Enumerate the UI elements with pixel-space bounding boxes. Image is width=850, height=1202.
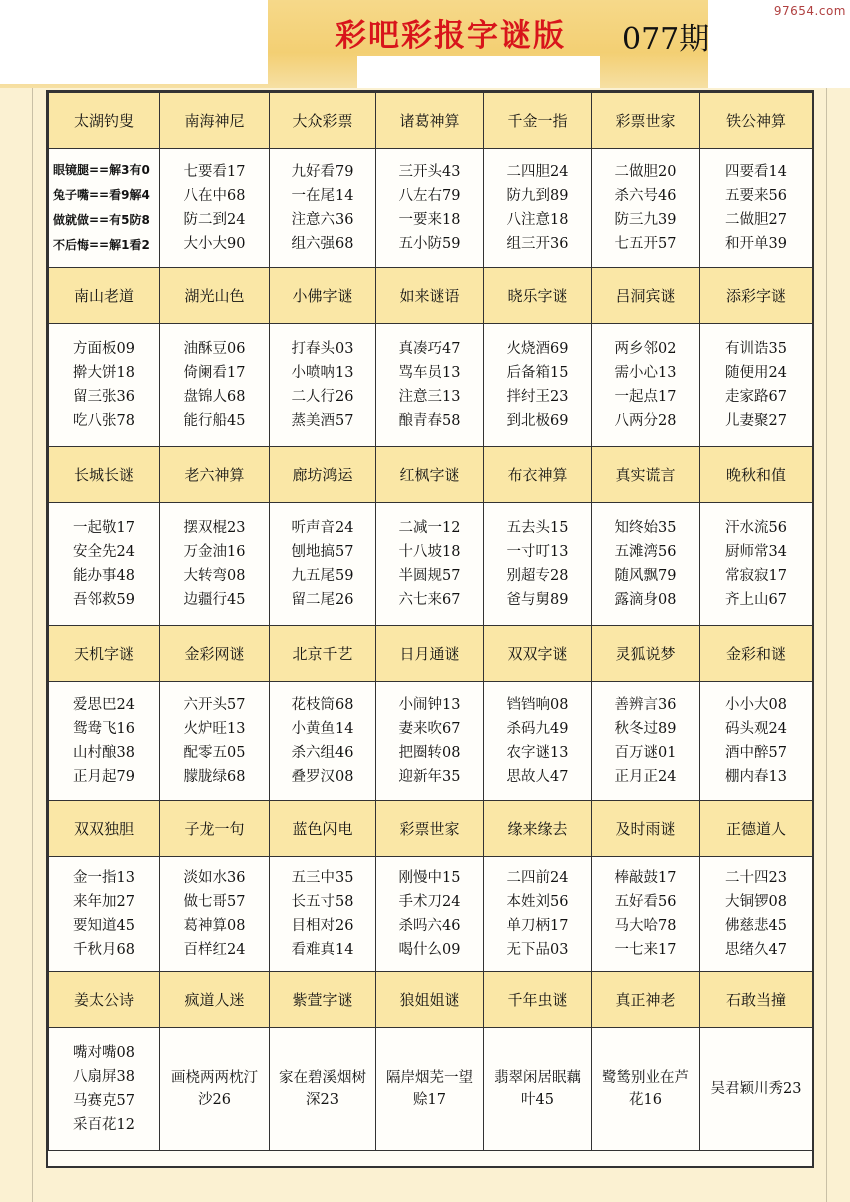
riddle-line: 把圈转08 (398, 745, 461, 761)
riddle-line: 七五开57 (614, 236, 677, 252)
riddle-line: 翡翠闲居眠藕叶45 (494, 1070, 581, 1108)
issue-number: 077期 (622, 22, 710, 57)
riddle-line: 采百花12 (73, 1117, 135, 1133)
page-edge-right (826, 88, 827, 1202)
column-author: 小佛字谜 (270, 268, 376, 324)
riddle-line: 倚阑看17 (183, 365, 246, 381)
riddle-cell (160, 857, 270, 972)
riddle-line: 码头观24 (725, 721, 787, 737)
riddle-cell (270, 503, 376, 626)
riddle-cell (700, 324, 813, 447)
riddle-line: 拌纣王23 (506, 389, 569, 405)
riddle-line: 能办事48 (73, 568, 135, 584)
column-author: 大众彩票 (270, 93, 376, 149)
column-author: 如来谜语 (376, 268, 484, 324)
riddle-line: 妻来吹67 (398, 721, 461, 737)
riddle-line: 盘锦人68 (183, 389, 246, 405)
column-author: 廊坊鸿运 (270, 447, 376, 503)
riddle-line: 擀大饼18 (73, 365, 135, 381)
blank-panel-left (0, 0, 268, 84)
column-author: 真正神老 (592, 972, 700, 1028)
column-author: 千金一指 (484, 93, 592, 149)
riddle-row (49, 149, 813, 268)
riddle-line: 到北极69 (506, 413, 569, 429)
riddle-line: 八左右79 (398, 188, 461, 204)
riddle-line: 隔岸烟芜一望赊17 (386, 1070, 473, 1108)
riddle-line: 随风飘79 (614, 568, 677, 584)
riddle-line: 农字谜13 (506, 745, 569, 761)
riddle-cell (270, 1028, 376, 1151)
column-author: 姜太公诗 (49, 972, 160, 1028)
riddle-line: 一起点17 (614, 389, 677, 405)
riddle-line: 思故人47 (506, 769, 569, 785)
riddle-line: 大小大90 (183, 236, 246, 252)
riddle-line: 半圆规57 (398, 568, 461, 584)
riddle-line: 方面板09 (73, 341, 135, 357)
riddle-line: 蒸美酒57 (291, 413, 354, 429)
riddle-line: 留二尾26 (291, 592, 354, 608)
header-row (49, 447, 813, 503)
riddle-cell (49, 324, 160, 447)
column-author: 金彩和谜 (700, 626, 813, 682)
column-author: 老六神算 (160, 447, 270, 503)
column-author: 日月通谜 (376, 626, 484, 682)
riddle-line: 小黄鱼14 (291, 721, 354, 737)
column-author: 南海神尼 (160, 93, 270, 149)
riddle-row (49, 1028, 813, 1151)
riddle-line: 爱思巴24 (73, 697, 135, 713)
riddle-line: 本姓刘56 (506, 894, 569, 910)
column-author: 添彩字谜 (700, 268, 813, 324)
riddle-line: 随便用24 (725, 365, 787, 381)
column-author: 南山老道 (49, 268, 160, 324)
riddle-cell (484, 503, 592, 626)
riddle-line: 六七来67 (398, 592, 461, 608)
riddle-line: 喝什么09 (398, 942, 461, 958)
column-author: 石敢当撞 (700, 972, 813, 1028)
column-author: 灵狐说梦 (592, 626, 700, 682)
riddle-line: 千秋月68 (73, 942, 135, 958)
riddle-cell (592, 1028, 700, 1151)
riddle-line: 杀六组46 (291, 745, 354, 761)
column-author: 狼姐姐谜 (376, 972, 484, 1028)
riddle-line: 一起敬17 (73, 520, 135, 536)
riddle-line: 朦胧绿68 (183, 769, 246, 785)
riddle-table (48, 92, 813, 1151)
riddle-line: 二人行26 (291, 389, 354, 405)
riddle-line: 一要来18 (398, 212, 461, 228)
riddle-line: 边疆行45 (183, 592, 246, 608)
riddle-line: 一在尾14 (291, 188, 354, 204)
riddle-line: 五小防59 (398, 236, 461, 252)
riddle-line: 组三开36 (506, 236, 569, 252)
riddle-line: 眼镜腿==解3有0 (53, 163, 150, 177)
riddle-cell (270, 324, 376, 447)
riddle-line: 骂车员13 (398, 365, 461, 381)
riddle-line: 二做胆27 (725, 212, 787, 228)
riddle-row (49, 857, 813, 972)
riddle-line: 九好看79 (291, 164, 354, 180)
page-title: 彩吧彩报字谜版 (335, 18, 566, 54)
riddle-line: 五三中35 (291, 870, 354, 886)
column-author: 铁公神算 (700, 93, 813, 149)
riddle-cell (160, 324, 270, 447)
riddle-line: 鹭鸶别业在芦花16 (602, 1070, 689, 1108)
riddle-cell (700, 682, 813, 801)
riddle-cell (49, 1028, 160, 1151)
column-author: 及时雨谜 (592, 801, 700, 857)
riddle-line: 正月正24 (614, 769, 677, 785)
riddle-line: 单刀柄17 (506, 918, 569, 934)
riddle-line: 别超专28 (506, 568, 569, 584)
riddle-line: 小闹钟13 (398, 697, 461, 713)
riddle-line: 防九到89 (506, 188, 569, 204)
riddle-line: 火炉旺13 (183, 721, 246, 737)
riddle-line: 配零五05 (183, 745, 246, 761)
column-author: 蓝色闪电 (270, 801, 376, 857)
riddle-line: 常寂寂17 (725, 568, 787, 584)
column-author: 子龙一句 (160, 801, 270, 857)
riddle-line: 迎新年35 (398, 769, 461, 785)
riddle-line: 兔子嘴==看9解4 (53, 188, 150, 202)
riddle-line: 大铜锣08 (725, 894, 787, 910)
column-author: 红枫字谜 (376, 447, 484, 503)
column-author: 晓乐字谜 (484, 268, 592, 324)
riddle-cell (376, 149, 484, 268)
riddle-line: 能行船45 (183, 413, 246, 429)
riddle-cell (376, 324, 484, 447)
column-author: 彩票世家 (376, 801, 484, 857)
riddle-line: 无下品03 (506, 942, 569, 958)
riddle-cell (160, 503, 270, 626)
column-author: 紫萱字谜 (270, 972, 376, 1028)
riddle-cell (592, 149, 700, 268)
riddle-cell (376, 682, 484, 801)
header-row (49, 972, 813, 1028)
riddle-line: 八在中68 (183, 188, 246, 204)
riddle-line: 葛神算08 (183, 918, 246, 934)
riddle-line: 八扇屏38 (73, 1069, 135, 1085)
riddle-cell (49, 682, 160, 801)
column-author: 天机字谜 (49, 626, 160, 682)
riddle-cell (592, 503, 700, 626)
column-author: 千年虫谜 (484, 972, 592, 1028)
site-watermark: 97654.com (773, 4, 846, 18)
riddle-cell (700, 1028, 813, 1151)
riddle-line: 二十四23 (725, 870, 787, 886)
riddle-line: 花枝筒68 (291, 697, 354, 713)
riddle-cell (700, 149, 813, 268)
riddle-line: 汗水流56 (725, 520, 787, 536)
riddle-line: 爸与舅89 (506, 592, 569, 608)
page-edge-left (32, 88, 33, 1202)
riddle-cell (484, 857, 592, 972)
riddle-line: 百样红24 (183, 942, 246, 958)
column-author: 金彩网谜 (160, 626, 270, 682)
riddle-line: 马赛克57 (73, 1093, 135, 1109)
column-author: 缘来缘去 (484, 801, 592, 857)
riddle-cell (160, 1028, 270, 1151)
riddle-line: 防二到24 (183, 212, 246, 228)
riddle-line: 不后悔==解1看2 (53, 238, 150, 252)
riddle-line: 百万谜01 (614, 745, 677, 761)
riddle-line: 八两分28 (614, 413, 677, 429)
riddle-line: 一七来17 (614, 942, 677, 958)
riddle-line: 八注意18 (506, 212, 569, 228)
riddle-line: 铛铛响08 (506, 697, 569, 713)
riddle-line: 吃八张78 (73, 413, 135, 429)
riddle-cell (592, 857, 700, 972)
riddle-line: 二四胆24 (506, 164, 569, 180)
riddle-line: 齐上山67 (725, 592, 787, 608)
riddle-cell (484, 682, 592, 801)
blank-panel-center (357, 56, 600, 88)
riddle-line: 嘴对嘴08 (73, 1045, 135, 1061)
riddle-line: 走家路67 (725, 389, 787, 405)
riddle-line: 刨地搞57 (291, 544, 354, 560)
riddle-cell (270, 149, 376, 268)
riddle-line: 做七哥57 (183, 894, 246, 910)
riddle-line: 打春头03 (291, 341, 354, 357)
riddle-line: 五好看56 (614, 894, 677, 910)
riddle-line: 棒敲鼓17 (614, 870, 677, 886)
riddle-line: 三开头43 (398, 164, 461, 180)
riddle-line: 善辨言36 (614, 697, 677, 713)
column-author: 太湖钓叟 (49, 93, 160, 149)
header-row (49, 268, 813, 324)
riddle-line: 正月起79 (73, 769, 135, 785)
riddle-line: 佛慈悲45 (725, 918, 787, 934)
header-row (49, 93, 813, 149)
riddle-line: 十八坡18 (398, 544, 461, 560)
riddle-cell (592, 682, 700, 801)
riddle-cell (376, 1028, 484, 1151)
riddle-line: 小喷呐13 (291, 365, 354, 381)
riddle-line: 酿青春58 (398, 413, 461, 429)
riddle-row (49, 503, 813, 626)
riddle-line: 目相对26 (291, 918, 354, 934)
riddle-line: 留三张36 (73, 389, 135, 405)
column-author: 诸葛神算 (376, 93, 484, 149)
riddle-line: 思绪久47 (725, 942, 787, 958)
column-author: 布衣神算 (484, 447, 592, 503)
riddle-cell (376, 503, 484, 626)
riddle-line: 棚内春13 (725, 769, 787, 785)
riddle-line: 秋冬过89 (614, 721, 677, 737)
riddle-line: 二做胆20 (614, 164, 677, 180)
riddle-cell (49, 857, 160, 972)
riddle-line: 杀六号46 (614, 188, 677, 204)
riddle-line: 手术刀24 (398, 894, 461, 910)
column-author: 正德道人 (700, 801, 813, 857)
riddle-line: 画桡两两枕汀沙26 (171, 1070, 258, 1108)
riddle-line: 安全先24 (73, 544, 135, 560)
riddle-line: 五滩湾56 (614, 544, 677, 560)
riddle-cell (270, 857, 376, 972)
riddle-row (49, 324, 813, 447)
riddle-cell (160, 149, 270, 268)
riddle-cell (376, 857, 484, 972)
riddle-cell (160, 682, 270, 801)
riddle-line: 九五尾59 (291, 568, 354, 584)
riddle-line: 露滴身08 (614, 592, 677, 608)
riddle-line: 防三九39 (614, 212, 677, 228)
riddle-line: 吴君颖川秀23 (710, 1081, 802, 1097)
column-author: 疯道人迷 (160, 972, 270, 1028)
riddle-line: 万金油16 (183, 544, 246, 560)
riddle-line: 来年加27 (73, 894, 135, 910)
column-author: 彩票世家 (592, 93, 700, 149)
riddle-line: 组六强68 (291, 236, 354, 252)
riddle-cell (700, 857, 813, 972)
riddle-line: 五去头15 (506, 520, 569, 536)
column-author: 双双独胆 (49, 801, 160, 857)
riddle-line: 淡如水36 (183, 870, 246, 886)
riddle-line: 知终始35 (614, 520, 677, 536)
riddle-line: 叠罗汉08 (291, 769, 354, 785)
riddle-line: 七要看17 (183, 164, 246, 180)
header-row (49, 801, 813, 857)
riddle-line: 后备箱15 (506, 365, 569, 381)
riddle-cell (484, 149, 592, 268)
riddle-line: 有训诰35 (725, 341, 787, 357)
riddle-cell (592, 324, 700, 447)
riddle-line: 杀吗六46 (398, 918, 461, 934)
riddle-line: 金一指13 (73, 870, 135, 886)
column-author: 长城长谜 (49, 447, 160, 503)
riddle-cell (700, 503, 813, 626)
riddle-line: 鸳鸯飞16 (73, 721, 135, 737)
riddle-line: 小小大08 (725, 697, 787, 713)
riddle-line: 厨师常34 (725, 544, 787, 560)
riddle-line: 注意六36 (291, 212, 354, 228)
riddle-line: 要知道45 (73, 918, 135, 934)
riddle-line: 听声音24 (291, 520, 354, 536)
riddle-cell (484, 324, 592, 447)
riddle-line: 杀码九49 (506, 721, 569, 737)
riddle-line: 两乡邻02 (614, 341, 677, 357)
riddle-line: 马大哈78 (614, 918, 677, 934)
riddle-line: 真凑巧47 (398, 341, 461, 357)
riddle-line: 摆双棍23 (183, 520, 246, 536)
riddle-line: 火烧酒69 (506, 341, 569, 357)
riddle-line: 注意三13 (398, 389, 461, 405)
riddle-line: 看难真14 (291, 942, 354, 958)
riddle-line: 做就做==有5防8 (53, 213, 150, 227)
column-author: 吕洞宾谜 (592, 268, 700, 324)
riddle-line: 儿妻聚27 (725, 413, 787, 429)
riddle-line: 油酥豆06 (183, 341, 246, 357)
riddle-cell (484, 1028, 592, 1151)
riddle-line: 家在碧溪烟树深23 (279, 1070, 366, 1108)
riddle-line: 一寸叮13 (506, 544, 569, 560)
column-author: 晚秋和值 (700, 447, 813, 503)
riddle-line: 五要来56 (725, 188, 787, 204)
column-author: 湖光山色 (160, 268, 270, 324)
riddle-cell (270, 682, 376, 801)
column-author: 北京千艺 (270, 626, 376, 682)
riddle-line: 吾邻救59 (73, 592, 135, 608)
column-author: 双双字谜 (484, 626, 592, 682)
column-author: 真实谎言 (592, 447, 700, 503)
riddle-row (49, 682, 813, 801)
riddle-line: 六开头57 (183, 697, 246, 713)
riddle-line: 大转弯08 (183, 568, 246, 584)
riddle-line: 二减一12 (398, 520, 461, 536)
riddle-line: 二四前24 (506, 870, 569, 886)
riddle-cell (49, 503, 160, 626)
riddle-line: 长五寸58 (291, 894, 354, 910)
header-row (49, 626, 813, 682)
riddle-line: 需小心13 (614, 365, 677, 381)
riddle-line: 酒中醉57 (725, 745, 787, 761)
riddle-line: 四要看14 (725, 164, 787, 180)
riddle-line: 和开单39 (725, 236, 787, 252)
riddle-line: 刚慢中15 (398, 870, 461, 886)
riddle-cell (49, 149, 160, 268)
riddle-line: 山村酿38 (73, 745, 135, 761)
